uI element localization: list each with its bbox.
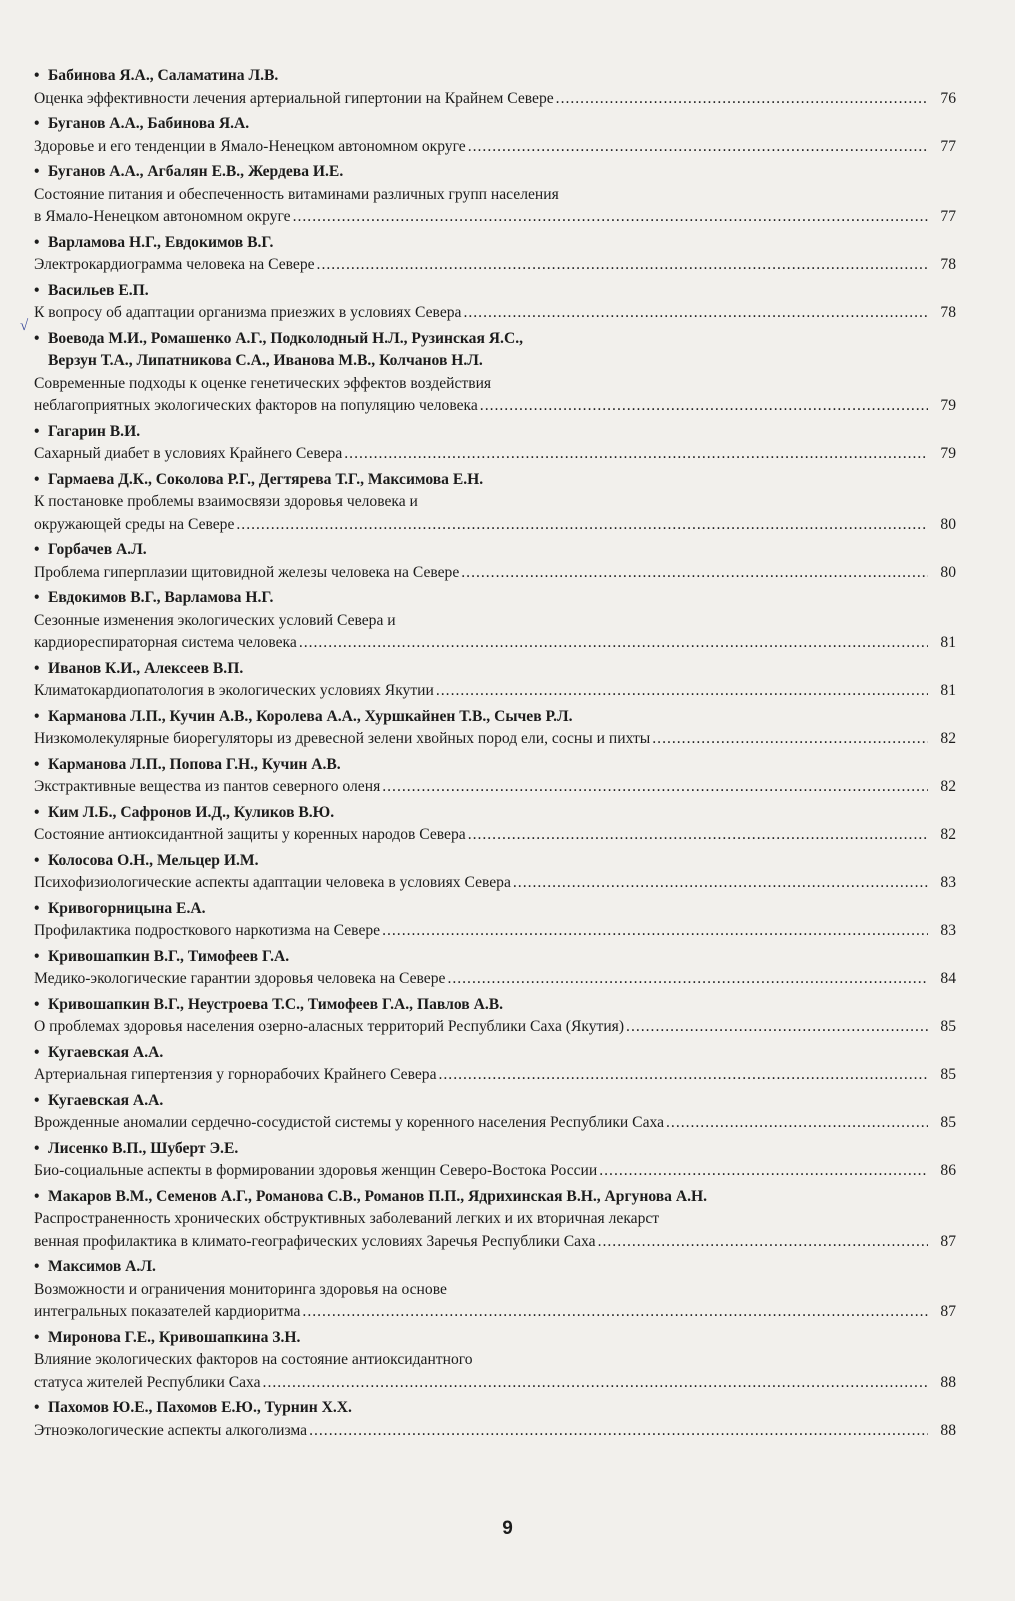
entry-title-line: [34, 1016, 956, 1039]
entry-title-line: [34, 184, 956, 207]
bullet-icon: •: [34, 329, 40, 347]
entry-title-line: [34, 1112, 956, 1135]
author-line: Бабинова Я.А., Саламатина Л.В.: [48, 67, 279, 84]
entry-authors: [34, 754, 956, 777]
entry-title: неблагоприятных экологических факторов на популяцию человека: [34, 397, 478, 414]
dot-leader: [382, 920, 928, 943]
entry-title: Низкомолекулярные биорегуляторы из древесной зелени хвойных пород ели, сосны и пихты: [34, 730, 651, 747]
author-line: Воевода М.И., Ромашенко А.Г., Подколодный Н.Л., Рузинская Я.С.,: [48, 329, 523, 347]
entry-authors: [34, 802, 956, 825]
bullet-icon: •: [34, 233, 40, 251]
entry-page-number: 82: [940, 778, 956, 795]
entry-authors: [34, 1186, 956, 1209]
bullet-icon: •: [34, 899, 40, 917]
toc-entry: [34, 946, 956, 991]
author-line: Максимов А.Л.: [48, 1258, 156, 1275]
bullet-icon: •: [34, 707, 40, 725]
entry-title: Профилактика подросткового наркотизма на Севере: [34, 922, 381, 939]
entry-authors: [34, 421, 956, 444]
toc-entry: [34, 1397, 956, 1442]
author-line: Ким Л.Б., Сафронов И.Д., Куликов В.Ю.: [48, 803, 335, 821]
author-line: Буганов А.А., Агбалян Е.В., Жердева И.Е.: [48, 163, 344, 180]
author-line: Кривошапкин В.Г., Тимофеев Г.А.: [48, 947, 290, 965]
entry-title-line: [34, 1372, 956, 1395]
entry-page-number: 88: [940, 1373, 956, 1391]
entry-title: Современные подходы к оценке генетических эффектов воздействия: [34, 374, 492, 392]
entry-authors: [34, 1138, 956, 1161]
bullet-icon: •: [34, 281, 40, 299]
dot-leader: [626, 1016, 928, 1039]
dot-leader: [439, 1064, 929, 1087]
toc-entry: [34, 469, 956, 537]
entry-authors: [34, 539, 956, 562]
entry-authors: [34, 280, 956, 303]
entry-authors: [34, 65, 956, 88]
dot-leader: [480, 395, 928, 418]
author-line: Варламова Н.Г., Евдокимов В.Г.: [48, 233, 274, 251]
entry-title: Врожденные аномалии сердечно-сосудистой системы у коренного населения Республики Саха: [34, 1114, 665, 1131]
entry-title: Распространенность хронических обструктивных заболеваний легких и их вторичная лекарст: [34, 1210, 660, 1227]
entry-title-line: [34, 1231, 956, 1254]
entry-authors: [34, 1256, 956, 1279]
entry-page-number: 76: [940, 89, 956, 107]
author-line: Миронова Г.Е., Кривошапкина З.Н.: [48, 1328, 301, 1346]
dot-leader: [382, 776, 928, 799]
dot-leader: [447, 968, 928, 991]
entry-title: Влияние экологических факторов на состояние антиоксидантного: [34, 1351, 473, 1368]
entry-title: Состояние антиоксидантной защиты у коренных народов Севера: [34, 826, 466, 843]
entry-authors: [34, 587, 956, 610]
toc-entry: [34, 421, 956, 466]
entry-authors: [34, 1397, 956, 1420]
toc-entry: [34, 658, 956, 703]
bullet-icon: •: [34, 995, 40, 1013]
entry-title-line: [34, 968, 956, 991]
bullet-icon: •: [34, 1328, 40, 1346]
entry-title-line: [34, 1420, 956, 1443]
bullet-icon: •: [34, 1139, 40, 1157]
entry-page-number: 77: [940, 208, 956, 225]
entry-page-number: 87: [940, 1232, 956, 1250]
toc-entry: [34, 1042, 956, 1087]
author-line: Верзун Т.А., Липатникова С.А., Иванова М.В., Колчанов Н.Л.: [48, 352, 483, 369]
entry-authors: [34, 946, 956, 969]
entry-title-line: [34, 136, 956, 159]
toc-entry: [34, 850, 956, 895]
entry-title-line: [34, 920, 956, 943]
entry-title-line: [34, 302, 956, 325]
dot-leader: [666, 1112, 928, 1135]
dot-leader: [598, 1231, 928, 1254]
entry-page-number: 80: [940, 515, 956, 533]
entry-title-line: [34, 1349, 956, 1372]
toc-entry: [34, 232, 956, 277]
author-line: Горбачев А.Л.: [48, 541, 147, 558]
dot-leader: [556, 88, 928, 111]
entry-title: Этноэкологические аспекты алкоголизма: [34, 1421, 308, 1439]
bullet-icon: •: [34, 659, 40, 677]
entry-title: Артериальная гипертензия у горнорабочих Крайнего Севера: [34, 1066, 437, 1083]
entry-title: Электрокардиограмма человека на Севере: [34, 256, 315, 273]
bullet-icon: •: [34, 67, 40, 84]
entry-title: К постановке проблемы взаимосвязи здоровья человека и: [34, 493, 418, 510]
entry-title: Био-социальные аспекты в формировании здоровья женщин Северо-Востока России: [34, 1162, 598, 1179]
bullet-icon: •: [34, 1258, 40, 1275]
toc-entry: [34, 280, 956, 325]
entry-title-line: [34, 824, 956, 847]
entry-title: О проблемах здоровья населения озерно-аласных территорий Республики Саха (Якутия): [34, 1018, 625, 1035]
bullet-icon: •: [34, 947, 40, 965]
toc-entry: [34, 587, 956, 655]
author-line: Буганов А.А., Бабинова Я.А.: [48, 115, 250, 132]
entry-title-line: [34, 680, 956, 703]
dot-leader: [293, 206, 928, 229]
dot-leader: [236, 514, 928, 537]
dot-leader: [317, 254, 928, 277]
bullet-icon: •: [34, 1043, 40, 1061]
author-line: Кугаевская А.А.: [48, 1091, 164, 1109]
entry-title: Сезонные изменения экологических условий Севера и: [34, 611, 396, 629]
toc-entry: [34, 802, 956, 847]
dot-leader: [599, 1160, 928, 1183]
author-line: Колосова О.Н., Мельцер И.М.: [48, 851, 259, 869]
dot-leader: [461, 562, 928, 585]
table-of-contents: [34, 62, 956, 1442]
entry-title: Состояние питания и обеспеченность витаминами различных групп населения: [34, 185, 559, 203]
entry-title-line: [34, 395, 956, 418]
entry-title: в Ямало-Ненецком автономном округе: [34, 208, 291, 225]
entry-page-number: 84: [940, 970, 956, 987]
author-line: Кривошапкин В.Г., Неустроева Т.С., Тимофеев Г.А., Павлов А.В.: [48, 995, 504, 1013]
entry-page-number: 85: [940, 1018, 956, 1035]
entry-title: венная профилактика в климато-географических условиях Заречья Республики Саха: [34, 1232, 596, 1250]
entry-page-number: 82: [940, 730, 956, 747]
entry-title: Климатокардиопатология в экологических условиях Якутии: [34, 682, 434, 699]
entry-title: Здоровье и его тенденции в Ямало-Ненецком автономном округе: [34, 137, 466, 155]
entry-title-line: [34, 514, 956, 537]
entry-authors: [34, 1042, 956, 1065]
entry-page-number: 78: [940, 304, 956, 321]
entry-title-line: [34, 1301, 956, 1324]
author-line: Карманова Л.П., Кучин А.В., Королева А.А., Хуршкайнен Т.В., Сычев Р.Л.: [48, 707, 573, 725]
bullet-icon: •: [34, 1187, 40, 1205]
entry-page-number: 86: [940, 1162, 956, 1179]
entry-title: интегральных показателей кардиоритма: [34, 1303, 301, 1320]
dot-leader: [652, 728, 928, 751]
author-line: Карманова Л.П., Попова Г.Н., Кучин А.В.: [48, 755, 341, 773]
entry-page-number: 87: [940, 1303, 956, 1320]
bullet-icon: •: [34, 115, 40, 132]
entry-authors: [34, 469, 956, 492]
toc-entry: [34, 1138, 956, 1183]
entry-page-number: 85: [940, 1114, 956, 1131]
author-line: Лисенко В.П., Шуберт Э.Е.: [48, 1139, 239, 1157]
toc-entry: [34, 1090, 956, 1135]
handwritten-check-mark: √: [20, 318, 29, 334]
entry-authors: [34, 850, 956, 873]
bullet-icon: •: [34, 755, 40, 773]
toc-entry: [34, 1186, 956, 1254]
author-line: Васильев Е.П.: [48, 281, 149, 299]
entry-page-number: 79: [940, 397, 956, 414]
entry-page-number: 81: [940, 634, 956, 651]
entry-title-line: [34, 491, 956, 514]
bullet-icon: •: [34, 470, 40, 488]
entry-page-number: 82: [940, 826, 956, 843]
entry-title-line: [34, 1279, 956, 1302]
entry-title-line: [34, 1064, 956, 1087]
entry-page-number: 81: [940, 682, 956, 699]
author-line: Макаров В.М., Семенов А.Г., Романова С.В., Романов П.П., Ядрихинская В.Н., Аргунова А.Н.: [48, 1187, 708, 1205]
bullet-icon: •: [34, 541, 40, 558]
dot-leader: [463, 302, 928, 325]
entry-page-number: 88: [940, 1421, 956, 1439]
bullet-icon: •: [34, 589, 40, 606]
entry-title: кардиореспираторная система человека: [34, 634, 297, 651]
entry-authors: [34, 113, 956, 136]
dot-leader: [513, 872, 928, 895]
dot-leader: [468, 136, 928, 159]
toc-entry: [34, 328, 956, 418]
author-line: Гагарин В.И.: [48, 422, 141, 440]
entry-authors: [34, 994, 956, 1017]
bullet-icon: •: [34, 803, 40, 821]
toc-entry: [34, 994, 956, 1039]
author-line: Кривогорницына Е.А.: [48, 899, 206, 917]
toc-entry: [34, 539, 956, 584]
entry-title-line: [34, 373, 956, 396]
toc-entry: [34, 754, 956, 799]
entry-page-number: 78: [940, 256, 956, 273]
entry-page-number: 85: [940, 1066, 956, 1083]
entry-title: Экстрактивные вещества из пантов северного оленя: [34, 778, 381, 795]
entry-title: окружающей среды на Севере: [34, 515, 235, 533]
bullet-icon: •: [34, 163, 40, 180]
author-line: Евдокимов В.Г., Варламова Н.Г.: [48, 589, 274, 606]
entry-title-line: [34, 610, 956, 633]
bullet-icon: •: [34, 851, 40, 869]
dot-leader: [436, 680, 928, 703]
page-number: 9: [502, 1518, 513, 1539]
entry-title-line: [34, 1208, 956, 1231]
entry-title: Сахарный диабет в условиях Крайнего Севера: [34, 445, 343, 462]
entry-title: Проблема гиперплазии щитовидной железы человека на Севере: [34, 563, 460, 581]
entry-title: К вопросу об адаптации организма приезжих в условиях Севера: [34, 304, 462, 321]
entry-authors: [34, 1327, 956, 1350]
dot-leader: [344, 443, 928, 466]
entry-page-number: 79: [940, 445, 956, 462]
toc-entry: [34, 113, 956, 158]
entry-page-number: 83: [940, 874, 956, 891]
entry-title-line: [34, 88, 956, 111]
entry-title-line: [34, 206, 956, 229]
toc-entry: [34, 1256, 956, 1324]
toc-entry: [34, 1327, 956, 1395]
bullet-icon: •: [34, 422, 40, 440]
entry-title-line: [34, 443, 956, 466]
entry-title-line: [34, 728, 956, 751]
entry-authors: [34, 232, 956, 255]
entry-title: Медико-экологические гарантии здоровья человека на Севере: [34, 970, 446, 987]
dot-leader: [309, 1420, 928, 1443]
entry-authors: [34, 898, 956, 921]
dot-leader: [468, 824, 928, 847]
bullet-icon: •: [34, 1091, 40, 1109]
dot-leader: [299, 632, 928, 655]
author-line: Пахомов Ю.Е., Пахомов Е.Ю., Турнин Х.Х.: [48, 1399, 352, 1416]
toc-entry: [34, 65, 956, 110]
entry-title: статуса жителей Республики Саха: [34, 1373, 261, 1391]
author-line: Кугаевская А.А.: [48, 1043, 164, 1061]
bullet-icon: •: [34, 1399, 40, 1416]
author-line: Гармаева Д.К., Соколова Р.Г., Дегтярева Т.Г., Максимова Е.Н.: [48, 470, 484, 488]
entry-title: Психофизиологические аспекты адаптации человека в условиях Севера: [34, 874, 511, 891]
entry-title: Возможности и ограничения мониторинга здоровья на основе: [34, 1280, 447, 1298]
entry-page-number: 80: [940, 563, 956, 581]
entry-authors: [34, 161, 956, 184]
entry-authors: [34, 658, 956, 681]
entry-authors: [34, 328, 956, 373]
entry-title-line: [34, 254, 956, 277]
entry-page-number: 77: [940, 137, 956, 155]
entry-title: Оценка эффективности лечения артериальной гипертонии на Крайнем Севере: [34, 89, 554, 107]
entry-page-number: 83: [940, 922, 956, 939]
entry-authors: [34, 1090, 956, 1113]
entry-title-line: [34, 1160, 956, 1183]
entry-title-line: [34, 632, 956, 655]
entry-title-line: [34, 872, 956, 895]
toc-entries: [34, 65, 956, 1442]
toc-entry: [34, 898, 956, 943]
dot-leader: [263, 1372, 928, 1395]
toc-entry: [34, 161, 956, 229]
toc-entry: [34, 706, 956, 751]
dot-leader: [302, 1301, 928, 1324]
entry-title-line: [34, 776, 956, 799]
entry-title-line: [34, 562, 956, 585]
entry-authors: [34, 706, 956, 729]
author-line: Иванов К.И., Алексеев В.П.: [48, 659, 244, 677]
